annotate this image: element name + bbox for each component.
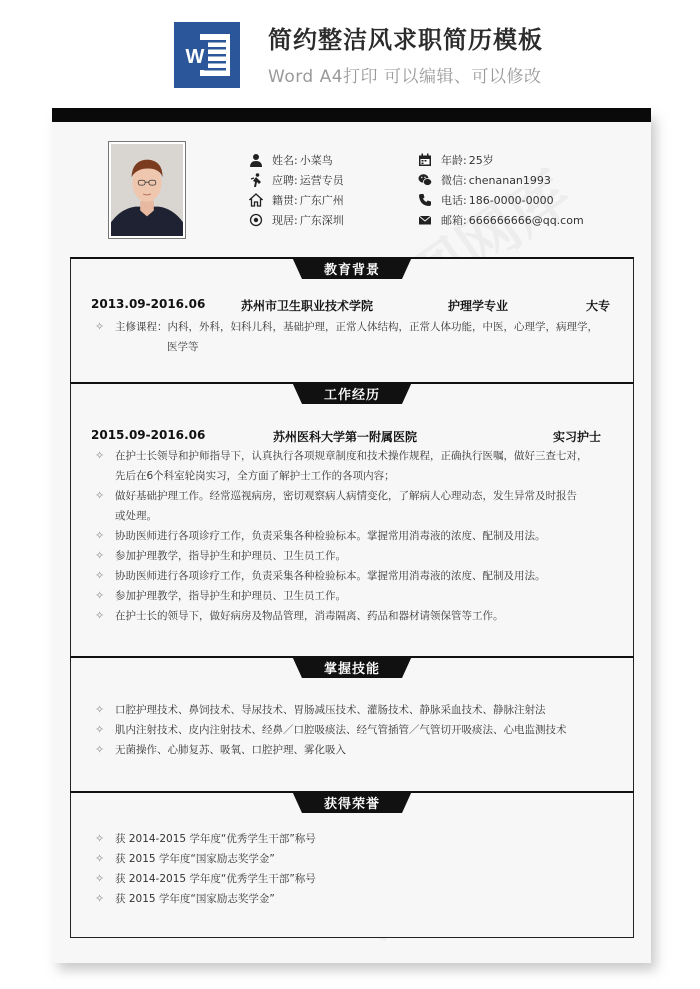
location-icon xyxy=(248,212,264,228)
work-item: ✧ 参加护理教学，指导护生和护理员、卫生员工作。 xyxy=(95,586,625,606)
page-subtitle: Word A4打印 可以编辑、可以修改 xyxy=(268,67,542,87)
svg-text:W: W xyxy=(185,46,205,68)
info-residence xyxy=(248,210,344,230)
info-wechat xyxy=(417,170,584,190)
work-role: 实习护士 xyxy=(553,430,602,444)
page-title: 简约整洁风求职简历模板 xyxy=(268,26,543,54)
work-item: ✧ 协助医师进行各项诊疗工作，负责采集各种检验标本。掌握常用消毒液的浓度、配制及用法。 xyxy=(95,566,625,586)
email-value: 666666666@qq.com xyxy=(468,213,584,227)
calendar-icon xyxy=(417,152,433,168)
education-section xyxy=(70,257,634,383)
name-label: 姓名: xyxy=(272,154,298,167)
document-header xyxy=(0,0,700,100)
diamond-bullet-icon: ✧ xyxy=(95,320,105,333)
work-item: ✧ 在护士长的领导下，做好病房及物品管理，消毒隔离、药品和器材请领保管等工作。 xyxy=(95,606,625,626)
word-icon xyxy=(174,22,240,88)
diamond-bullet-icon: ✧ xyxy=(95,489,105,502)
work-item-cont: 先后在6个科室轮岗实习，全方面了解护士工作的各项内容； xyxy=(115,470,395,482)
diamond-bullet-icon: ✧ xyxy=(95,569,105,582)
info-age xyxy=(417,150,584,170)
residence-value: 广东深圳 xyxy=(299,214,344,227)
diamond-bullet-icon: ✧ xyxy=(95,449,105,462)
work-item-cont: 或处理。 xyxy=(115,510,157,522)
info-position xyxy=(248,170,344,190)
info-column-left xyxy=(248,150,344,230)
diamond-bullet-icon: ✧ xyxy=(95,609,105,622)
honors-item: ✧ 获 2014-2015 学年度“优秀学生干部”称号 xyxy=(95,829,625,849)
wechat-value: chenanan1993 xyxy=(468,173,551,187)
diamond-bullet-icon: ✧ xyxy=(95,529,105,542)
running-person-icon xyxy=(248,172,264,188)
phone-value: 186-0000-0000 xyxy=(468,193,554,207)
education-title: 教育背景 xyxy=(302,257,402,279)
honors-section xyxy=(70,791,634,938)
envelope-icon xyxy=(417,212,433,228)
diamond-bullet-icon: ✧ xyxy=(95,743,105,756)
honors-title: 获得荣誉 xyxy=(302,791,402,813)
skills-item: ✧ 肌内注射技术、皮内注射技术、经鼻／口腔吸痰法、经气管插管／气管切开吸痰法、心电监测技术 xyxy=(95,720,625,740)
diamond-bullet-icon: ✧ xyxy=(95,892,105,905)
work-item: ✧ 做好基础护理工作。经常巡视病房，密切观察病人病情变化，了解病人心理动态，发生异常及时报告 xyxy=(95,486,625,506)
work-section xyxy=(70,382,634,658)
honors-item: ✧ 获 2015 学年度“国家励志奖学金” xyxy=(95,849,625,869)
work-period: 2015.09-2016.06 xyxy=(91,428,206,442)
education-period: 2013.09-2016.06 xyxy=(91,297,206,311)
info-phone xyxy=(417,190,584,210)
wechat-label: 微信: xyxy=(441,174,467,187)
info-name xyxy=(248,150,344,170)
skills-item: ✧ 口腔护理技术、鼻饲技术、导尿技术、胃肠减压技术、灌肠技术、静脉采血技术、静脉注射法 xyxy=(95,700,625,720)
position-value: 运营专员 xyxy=(299,174,344,187)
age-value: 25岁 xyxy=(468,154,494,167)
info-column-right xyxy=(417,150,584,230)
work-item: ✧ 参加护理教学，指导护生和护理员、卫生员工作。 xyxy=(95,546,625,566)
home-icon xyxy=(248,192,264,208)
diamond-bullet-icon: ✧ xyxy=(95,549,105,562)
education-courses: ✧ 主修课程：内科，外科，妇科儿科，基础护理，正常人体结构，正常人体功能，中医，心理学，病理学， xyxy=(95,317,625,337)
honors-item: ✧ 获 2015 学年度“国家励志奖学金” xyxy=(95,889,625,909)
origin-label: 籍贯: xyxy=(272,194,298,207)
page-top-bar xyxy=(52,108,651,122)
email-label: 邮箱: xyxy=(441,214,467,227)
diamond-bullet-icon: ✧ xyxy=(95,872,105,885)
age-label: 年龄: xyxy=(441,154,467,167)
diamond-bullet-icon: ✧ xyxy=(95,703,105,716)
work-title: 工作经历 xyxy=(302,382,402,404)
diamond-bullet-icon: ✧ xyxy=(95,852,105,865)
diamond-bullet-icon: ✧ xyxy=(95,832,105,845)
skills-item: ✧ 无菌操作、心肺复苏、吸氧、口腔护理、雾化吸入 xyxy=(95,740,625,760)
phone-label: 电话: xyxy=(441,194,467,207)
phone-icon xyxy=(417,192,433,208)
resume-page xyxy=(52,108,651,963)
diamond-bullet-icon: ✧ xyxy=(95,589,105,602)
diamond-bullet-icon: ✧ xyxy=(95,723,105,736)
work-item: ✧ 协助医师进行各项诊疗工作，负责采集各种检验标本。掌握常用消毒液的浓度、配制及用法。 xyxy=(95,526,625,546)
education-school: 苏州市卫生职业技术学院 xyxy=(241,299,374,313)
user-icon xyxy=(248,152,264,168)
skills-title: 掌握技能 xyxy=(302,656,402,678)
info-origin xyxy=(248,190,344,210)
profile-photo xyxy=(108,141,186,239)
work-item: ✧ 在护士长领导和护师指导下，认真执行各项规章制度和技术操作规程，正确执行医嘱，做好三查七对， xyxy=(95,446,625,466)
residence-label: 现居: xyxy=(272,214,298,227)
honors-item: ✧ 获 2014-2015 学年度“优秀学生干部”称号 xyxy=(95,869,625,889)
education-courses-cont: 医学等 xyxy=(167,341,199,353)
education-major: 护理学专业 xyxy=(448,299,509,313)
info-email xyxy=(417,210,584,230)
name-value: 小菜鸟 xyxy=(299,154,333,167)
skills-section xyxy=(70,656,634,793)
position-label: 应聘: xyxy=(272,174,298,187)
education-degree: 大专 xyxy=(586,299,611,313)
work-company: 苏州医科大学第一附属医院 xyxy=(273,430,418,444)
origin-value: 广东广州 xyxy=(299,194,344,207)
wechat-icon xyxy=(417,172,433,188)
